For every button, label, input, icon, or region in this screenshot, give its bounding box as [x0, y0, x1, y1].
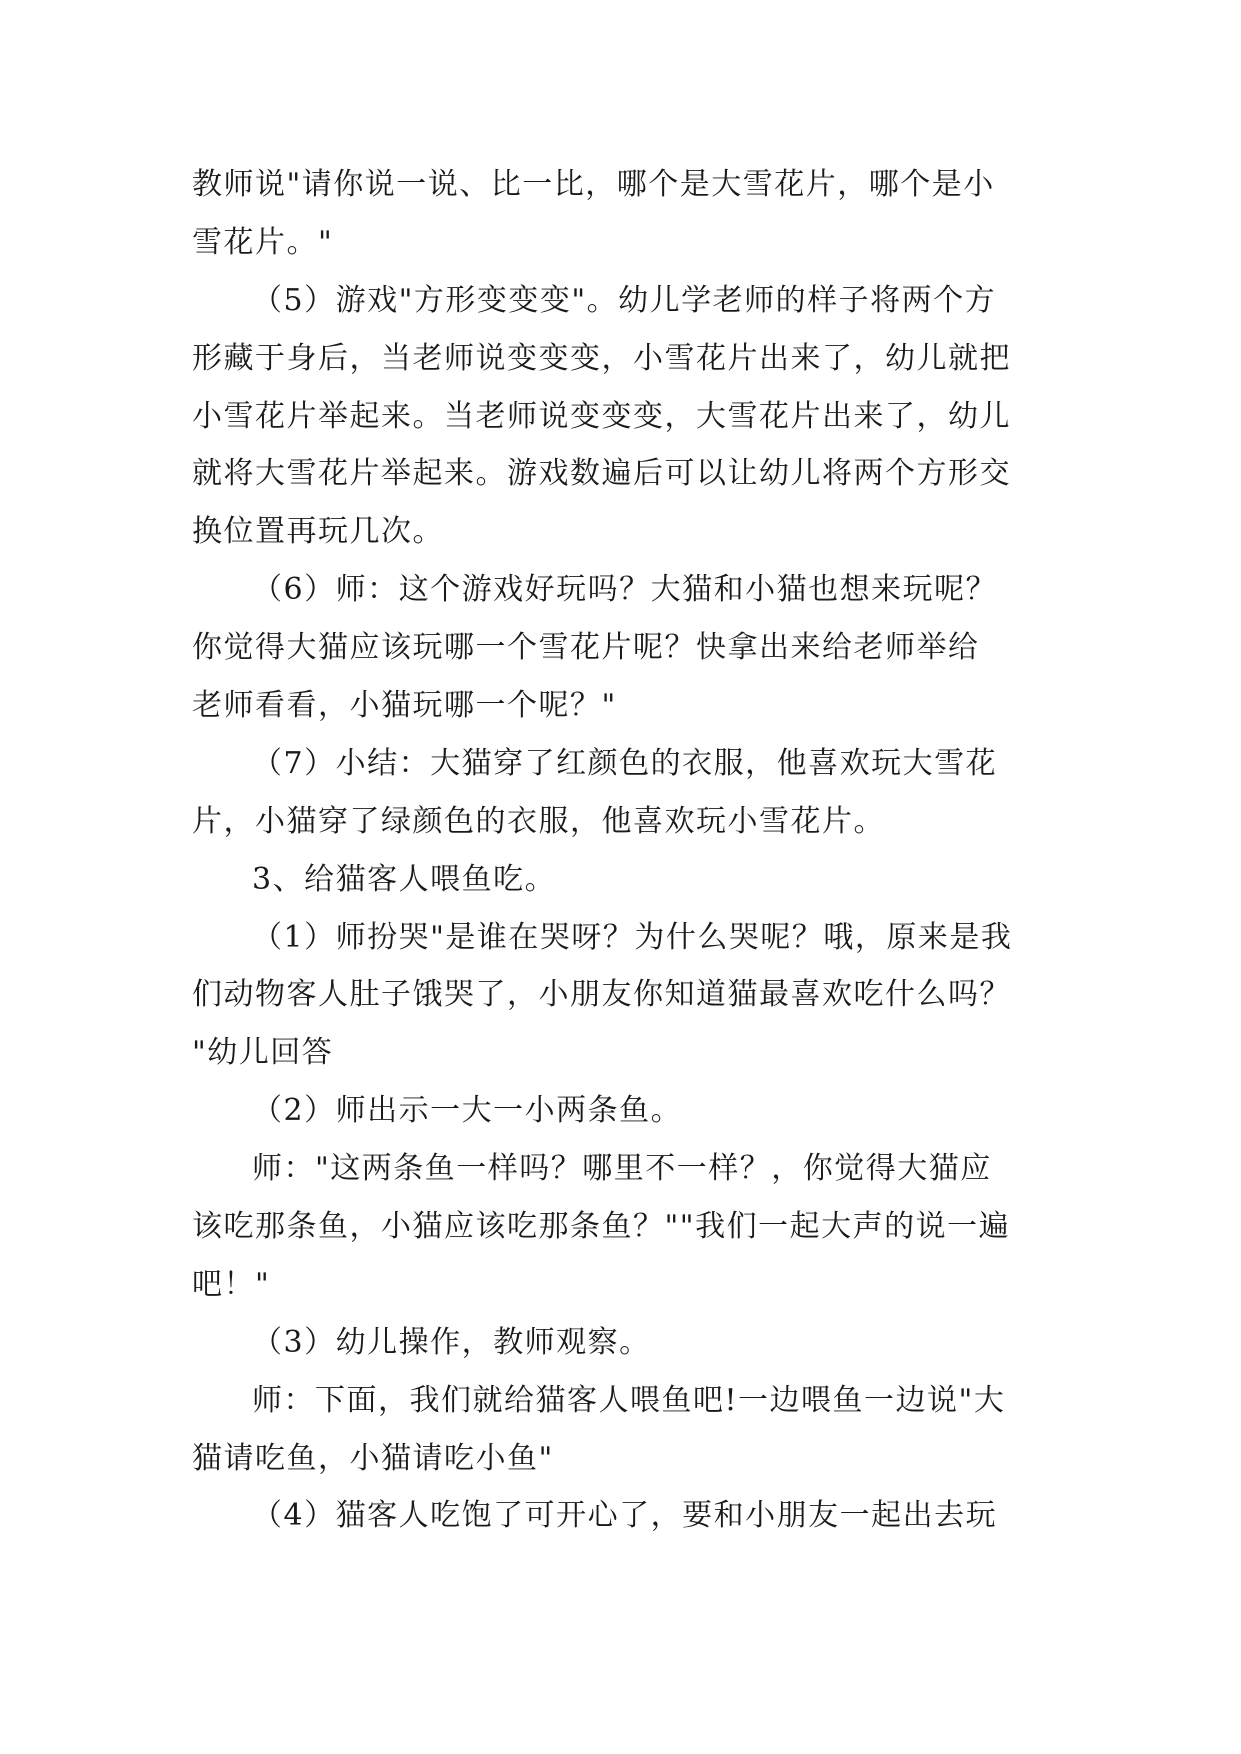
text-line: 换位置再玩几次。: [192, 514, 444, 550]
text-line: （1）师扮哭"是谁在哭呀？为什么哭呢？哦，原来是我: [252, 919, 1013, 955]
text-line: 就将大雪花片举起来。游戏数遍后可以让幼儿将两个方形交: [192, 456, 1011, 492]
text-line: 老师看看，小猫玩哪一个呢？": [192, 688, 617, 724]
section-heading: 3、给猫客人喂鱼吃。: [252, 861, 557, 897]
text-line: 吧！": [192, 1266, 271, 1302]
text-line: （6）师：这个游戏好玩吗？大猫和小猫也想来玩呢？: [252, 572, 998, 608]
text-line: 猫请吃鱼，小猫请吃小鱼": [192, 1440, 554, 1476]
text-line: "幼儿回答: [192, 1035, 334, 1071]
text-line: 该吃那条鱼，小猫应该吃那条鱼？""我们一起大声的说一遍: [192, 1209, 1011, 1245]
text-line: （4）猫客人吃饱了可开心了，要和小朋友一起出去玩: [252, 1498, 998, 1534]
text-line: （3）幼儿操作，教师观察。: [252, 1324, 651, 1360]
text-line: 片，小猫穿了绿颜色的衣服，他喜欢玩小雪花片。: [192, 803, 885, 839]
text-line: 师：下面，我们就给猫客人喂鱼吧!一边喂鱼一边说"大: [252, 1382, 1006, 1418]
text-line: 师："这两条鱼一样吗？哪里不一样？，你觉得大猫应: [252, 1151, 992, 1187]
text-line: 小雪花片举起来。当老师说变变变，大雪花片出来了，幼儿: [192, 398, 1011, 434]
text-line: （5）游戏"方形变变变"。幼儿学老师的样子将两个方: [252, 282, 997, 318]
text-line: 形藏于身后，当老师说变变变，小雪花片出来了，幼儿就把: [192, 340, 1011, 376]
text-line: （2）师出示一大一小两条鱼。: [252, 1093, 683, 1129]
body-text: [192, 156, 1050, 1545]
text-line: 你觉得大猫应该玩哪一个雪花片呢？快拿出来给老师举给: [192, 630, 980, 666]
text-line: 教师说"请你说一说、比一比，哪个是大雪花片，哪个是小: [192, 167, 995, 202]
text-line: （7）小结：大猫穿了红颜色的衣服，他喜欢玩大雪花: [252, 745, 998, 781]
text-line: 雪花片。": [192, 224, 334, 260]
text-line: 们动物客人肚子饿哭了，小朋友你知道猫最喜欢吃什么吗？: [192, 977, 1011, 1013]
